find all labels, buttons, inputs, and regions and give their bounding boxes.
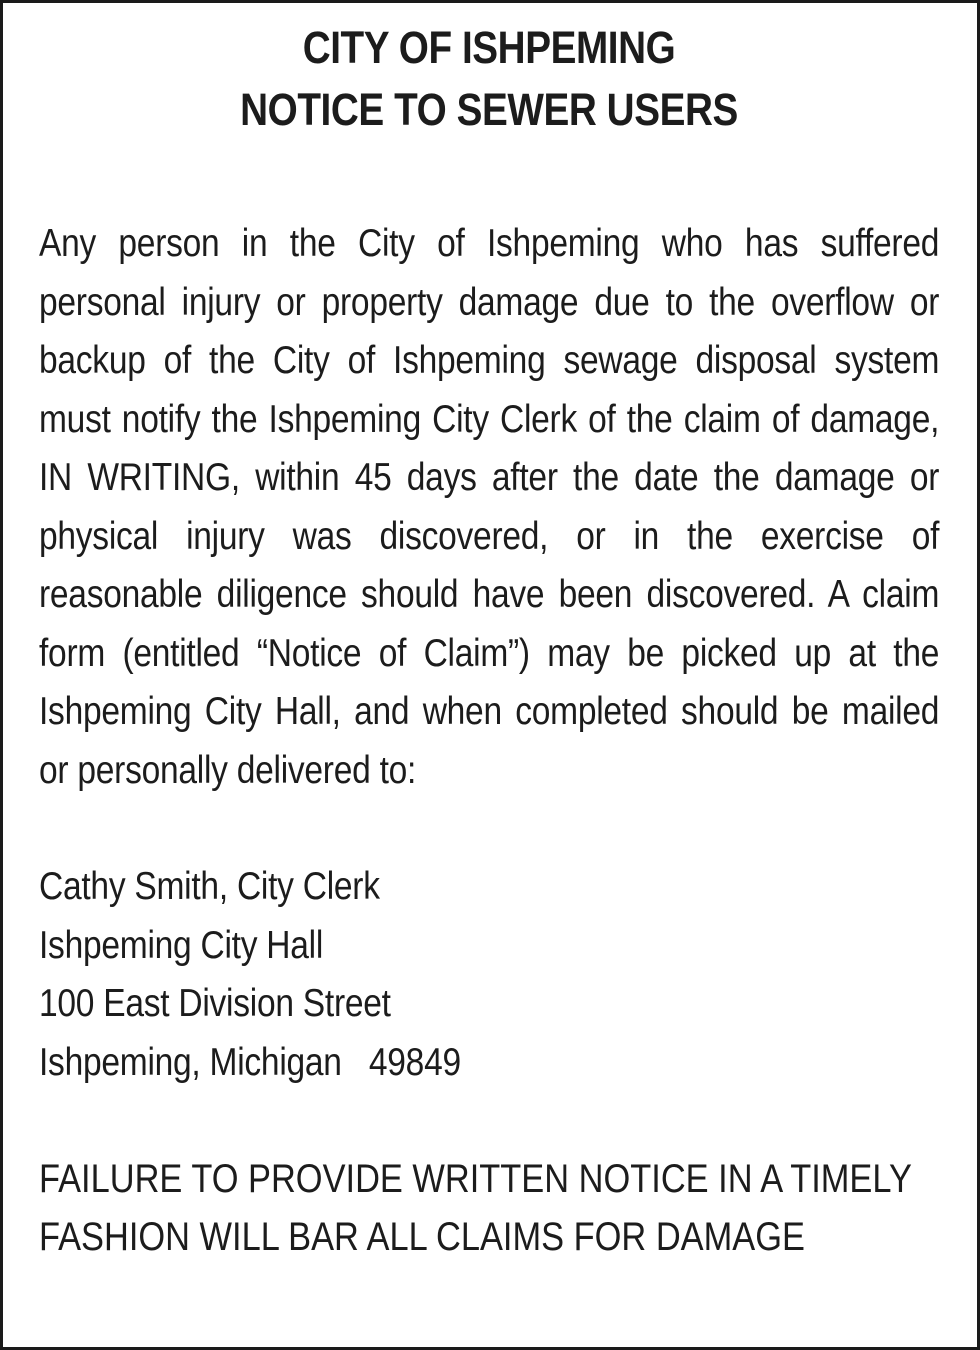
address-clerk-name: Cathy Smith, City Clerk xyxy=(39,865,380,908)
warning-text-block xyxy=(39,1150,939,1266)
notice-heading xyxy=(102,17,876,141)
address-building: Ishpeming City Hall xyxy=(39,923,324,967)
address-city-state-zip: Ishpeming, Michigan 49849 xyxy=(39,1040,461,1084)
warning-line-1: FAILURE TO PROVIDE WRITTEN NOTICE IN A TIMELY xyxy=(39,1157,912,1201)
warning-block xyxy=(39,1150,939,1266)
claim-instructions-paragraph: Any person in the City of Ishpeming who has suffered personal injury or property damage due to the overflow or backup of the City of Ishpeming sewage disposal system must notify the Ishpeming City Clerk of the claim of damage, IN WRITING, within 45 days after the date the damage or physical injury was discovered, or in the exercise of reasonable diligence should have been discovered. A claim form (entitled “Notice of Claim”) may be picked up at the Ishpeming City Hall, and when completed should be mailed or personally delivered to: xyxy=(39,222,940,792)
heading-notice-title: NOTICE TO SEWER USERS xyxy=(240,84,738,135)
heading-city-name: CITY OF ISHPEMING xyxy=(302,22,676,73)
address-street: 100 East Division Street xyxy=(39,982,391,1025)
notice-body xyxy=(39,215,939,1092)
warning-line-2: FASHION WILL BAR ALL CLAIMS FOR DAMAGE xyxy=(39,1215,805,1259)
body-text-block xyxy=(39,215,939,1092)
clerk-address-block xyxy=(39,858,939,1092)
